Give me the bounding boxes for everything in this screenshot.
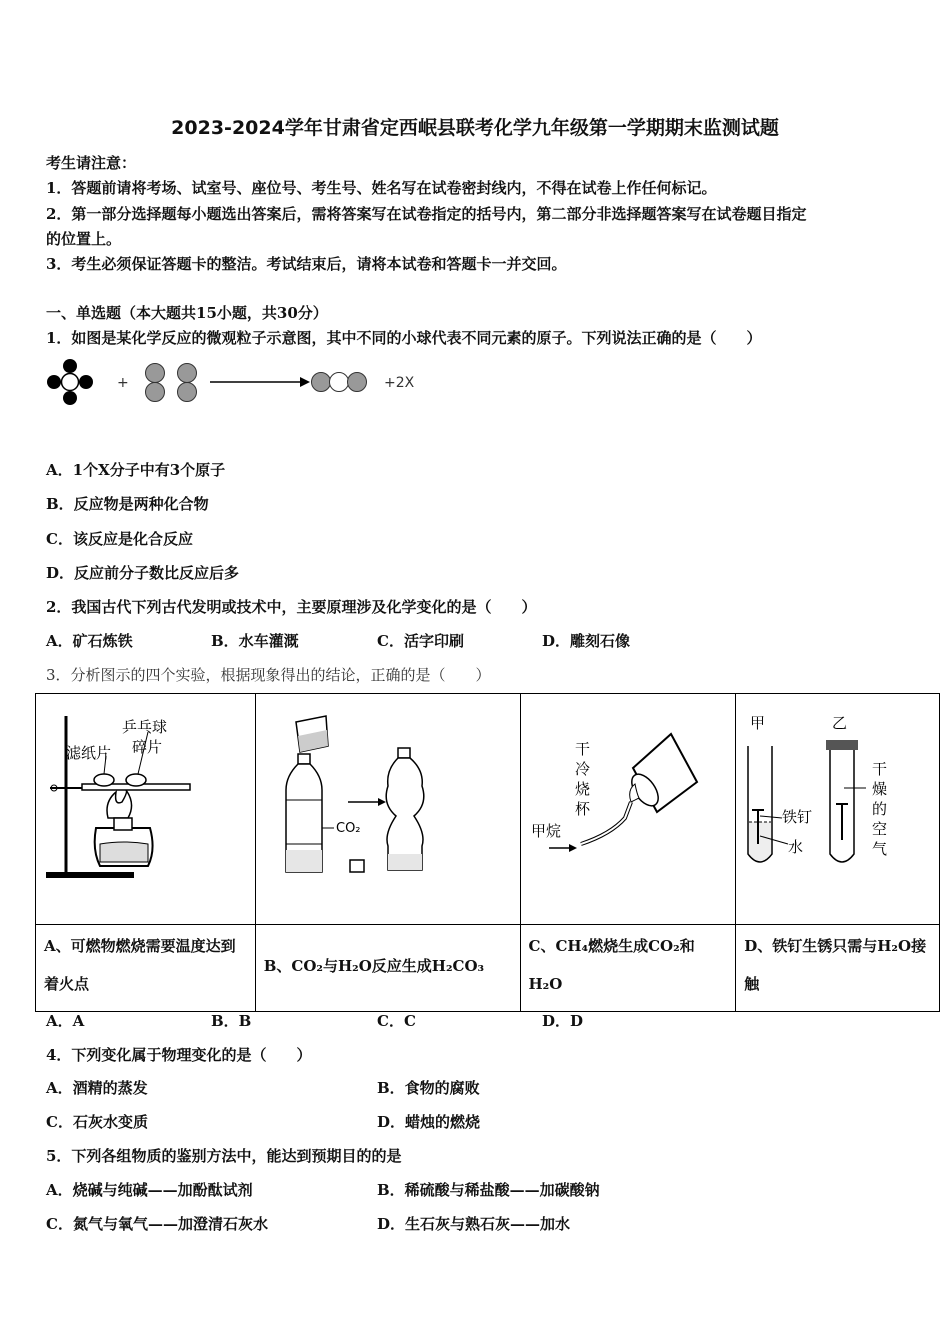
q1-option-a: A．1个X分子中有3个原子 xyxy=(46,461,226,479)
section-heading: 一、单选题（本大题共15小题，共30分） xyxy=(46,304,328,322)
q4-stem: 4．下列变化属于物理变化的是（ ） xyxy=(46,1046,312,1064)
label-jia: 甲 xyxy=(750,714,766,732)
svg-text:+: + xyxy=(117,375,129,391)
label-burn: 烧 xyxy=(574,780,590,798)
label-water: 水 xyxy=(788,838,804,856)
q1-option-c: C．该反应是化合反应 xyxy=(46,530,193,548)
page-title: 2023-2024学年甘肃省定西岷县联考化学九年级第一学期期末监测试题 xyxy=(171,117,779,139)
q5-option-a: A．烧碱与纯碱——加酚酞试剂 xyxy=(46,1181,253,1199)
caption-a: A、可燃物燃烧需要温度达到着火点 xyxy=(36,925,256,1012)
label-co2: CO₂ xyxy=(335,821,361,836)
experiment-b-figure xyxy=(255,694,520,925)
q4-option-a: A．酒精的蒸发 xyxy=(46,1079,148,1097)
label-methane: 甲烷 xyxy=(530,822,561,840)
notice-item-2: 2．第一部分选择题每小题选出答案后，需将答案写在试卷指定的括号内，第二部分非选择题答案写在试卷题目指定 xyxy=(46,205,807,223)
experiment-c-figure xyxy=(520,694,736,925)
q5-stem: 5．下列各组物质的鉴别方法中，能达到预期目的的是 xyxy=(46,1147,402,1165)
experiment-d-figure xyxy=(736,694,940,925)
label-pingpong: 乒乓球 xyxy=(122,718,168,736)
label-dry-air-4: 空 xyxy=(872,820,888,838)
notice-item-2-cont: 的位置上。 xyxy=(46,230,122,248)
label-cold: 冷 xyxy=(574,760,590,778)
label-filter: 滤纸片 xyxy=(66,744,112,762)
q3-option-d: D．D xyxy=(542,1012,584,1030)
q1-reaction-diagram xyxy=(44,356,434,408)
q2-stem: 2．我国古代下列古代发明或技术中，主要原理涉及化学变化的是（ ） xyxy=(46,598,537,616)
label-pieces: 碎片 xyxy=(132,738,163,756)
q5-option-d: D．生石灰与熟石灰——加水 xyxy=(377,1215,571,1233)
experiment-a-figure xyxy=(36,694,256,925)
caption-d: D、铁钉生锈只需与H₂O接触 xyxy=(736,925,940,1012)
notice-heading: 考生请注意： xyxy=(46,154,137,172)
label-dry-air-5: 气 xyxy=(872,840,888,858)
q2-option-a: A．矿石炼铁 xyxy=(46,632,133,650)
q1-option-b: B．反应物是两种化合物 xyxy=(46,495,209,513)
q4-option-d: D．蜡烛的燃烧 xyxy=(377,1113,481,1131)
q5-option-b: B．稀硫酸与稀盐酸——加碳酸钠 xyxy=(377,1181,600,1199)
q3-option-c: C．C xyxy=(377,1012,416,1030)
notice-item-3: 3．考生必须保证答题卡的整洁。考试结束后，请将本试卷和答题卡一并交回。 xyxy=(46,255,567,273)
label-dry: 干 xyxy=(574,740,590,758)
label-dry-air-1: 干 xyxy=(872,760,888,778)
label-nail: 铁钉 xyxy=(782,808,813,826)
label-yi: 乙 xyxy=(832,714,848,732)
caption-c: C、CH₄燃烧生成CO₂和H₂O xyxy=(520,925,736,1012)
q1-option-d: D．反应前分子数比反应后多 xyxy=(46,564,240,582)
q1-diagram-label: +2X xyxy=(384,375,415,391)
q3-option-a: A．A xyxy=(46,1012,85,1030)
q3-option-b: B．B xyxy=(211,1012,252,1030)
q5-option-c: C．氮气与氧气——加澄清石灰水 xyxy=(46,1215,268,1233)
caption-b: B、CO₂与H₂O反应生成H₂CO₃ xyxy=(255,925,520,1012)
label-cup: 杯 xyxy=(574,800,590,818)
q4-option-c: C．石灰水变质 xyxy=(46,1113,148,1131)
q2-option-d: D．雕刻石像 xyxy=(542,632,631,650)
q2-option-b: B．水车灌溉 xyxy=(211,632,299,650)
label-dry-air-3: 的 xyxy=(872,800,888,818)
notice-item-1: 1．答题前请将考场、试室号、座位号、考生号、姓名写在试卷密封线内，不得在试卷上作任何标记。 xyxy=(46,179,717,197)
q4-option-b: B．食物的腐败 xyxy=(377,1079,480,1097)
q2-option-c: C．活字印刷 xyxy=(377,632,464,650)
label-dry-air-2: 燥 xyxy=(872,780,888,798)
q1-stem: 1．如图是某化学反应的微观粒子示意图，其中不同的小球代表不同元素的原子。下列说法正确的是（ ） xyxy=(46,329,762,347)
q3-stem: 3．分析图示的四个实验，根据现象得出的结论，正确的是（ ） xyxy=(46,666,491,684)
q3-experiment-table xyxy=(35,693,940,1012)
